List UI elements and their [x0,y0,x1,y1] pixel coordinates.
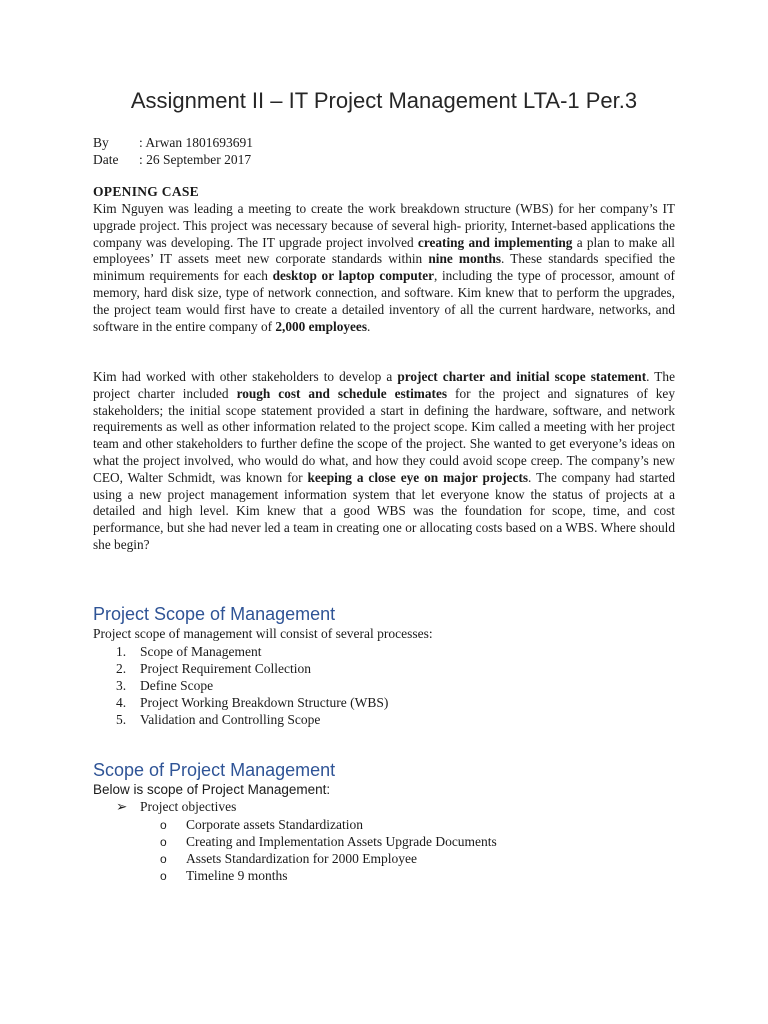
section-heading-project-scope: Project Scope of Management [93,604,336,624]
text-run: Kim had worked with other stakeholders to develop a [93,369,398,384]
text-run: for the project and signatures of key stakeholders; the initial scope statement provided a start in defining the hardware, software, and network requirements as well as other information related to the project scope. Kim called a meeting with her project team and other stakeholders to further define the scope of the project. She wanted to get everyone’s ideas on what the project involved, who would do what, and how they could avoid scope creep. The company’s new CEO, Walter Schmidt, was known for [93,385,675,485]
bold-run: 2,000 employees [275,318,367,334]
opening-case-paragraph-1 [93,201,675,335]
list-text: Corporate assets Standardization [186,817,363,832]
list-number: 4. [116,695,127,710]
text-run: . The project charter included [93,369,675,401]
arrow-bullet-icon: ➢ [116,799,128,814]
document-title: Assignment II – IT Project Management LTA-1 Per.3 [130,88,638,113]
list-number: 1. [116,644,127,659]
date-line [93,151,251,168]
list-text: Assets Standardization for 2000 Employee [186,851,417,866]
text-run: . [367,318,371,334]
text-run: . These standards specified the minimum requirements for each [93,251,675,284]
list-text: Timeline 9 months [186,868,288,883]
list-item [116,660,388,677]
bold-run: keeping a close eye on major projects [307,469,529,485]
list-item [160,816,497,833]
section1-intro: Project scope of management will consist of several processes: [93,626,433,641]
list-item [116,711,388,728]
bold-run: desktop or laptop computer [272,268,434,284]
date-value: : 26 September 2017 [139,152,252,167]
date-label: Date [93,152,119,167]
list-item [116,694,388,711]
circle-bullet-icon: o [160,818,167,832]
bold-run: nine months [428,251,502,267]
author-line [93,134,253,151]
opening-case-paragraph-2 [93,369,675,554]
list-item [160,833,497,850]
process-list [116,643,388,728]
list-item [160,850,497,867]
text-run: . The company had started using a new project management information system that let everyone know the status of projects at a detailed and high level. Kim knew that a good WBS was the foundation for scope, time, and cost performance, but she had never led a team in creating one or allocating costs based on a WBS. Where should she begin? [93,469,675,552]
objectives-list [160,816,497,884]
section-heading-scope-of-pm: Scope of Project Management [93,760,336,780]
list-text: Scope of Management [140,644,262,659]
list-item [116,643,388,660]
objectives-label: Project objectives [140,799,237,814]
text-run: , including the type of processor, amount of memory, hard disk size, type of network connection, and software. Kim knew that to perform the upgrades, the project team would first have to create a detailed inventory of all the current hardware, networks, and software in the entire company of [93,268,675,334]
opening-case-heading: OPENING CASE [93,184,199,199]
list-text: Project Working Breakdown Structure (WBS) [140,695,389,710]
list-text: Creating and Implementation Assets Upgrade Documents [186,834,497,849]
by-label: By [93,135,109,150]
bold-run: project charter and initial scope statement [397,369,647,384]
list-item [116,677,388,694]
text-run: a plan to make all employees’ IT assets meet new corporate standards within [93,234,675,267]
text-run: Kim Nguyen was leading a meeting to create the work breakdown structure (WBS) for her company’s IT upgrade project. This project was necessary because of several high- priority, Internet-based applications the company was developing. The IT upgrade project involved [93,201,675,250]
list-number: 5. [116,712,127,727]
bold-run: creating and implementing [417,234,573,250]
list-number: 3. [116,678,127,693]
list-text: Project Requirement Collection [140,661,311,676]
list-item [160,867,497,884]
circle-bullet-icon: o [160,852,167,866]
by-value: : Arwan 1801693691 [139,135,253,150]
objectives-bullet-item [116,799,236,815]
circle-bullet-icon: o [160,869,167,883]
list-number: 2. [116,661,127,676]
list-text: Validation and Controlling Scope [140,712,321,727]
section2-intro: Below is scope of Project Management: [93,782,331,797]
bold-run: rough cost and schedule estimates [236,385,448,401]
list-text: Define Scope [140,678,214,693]
circle-bullet-icon: o [160,835,167,849]
